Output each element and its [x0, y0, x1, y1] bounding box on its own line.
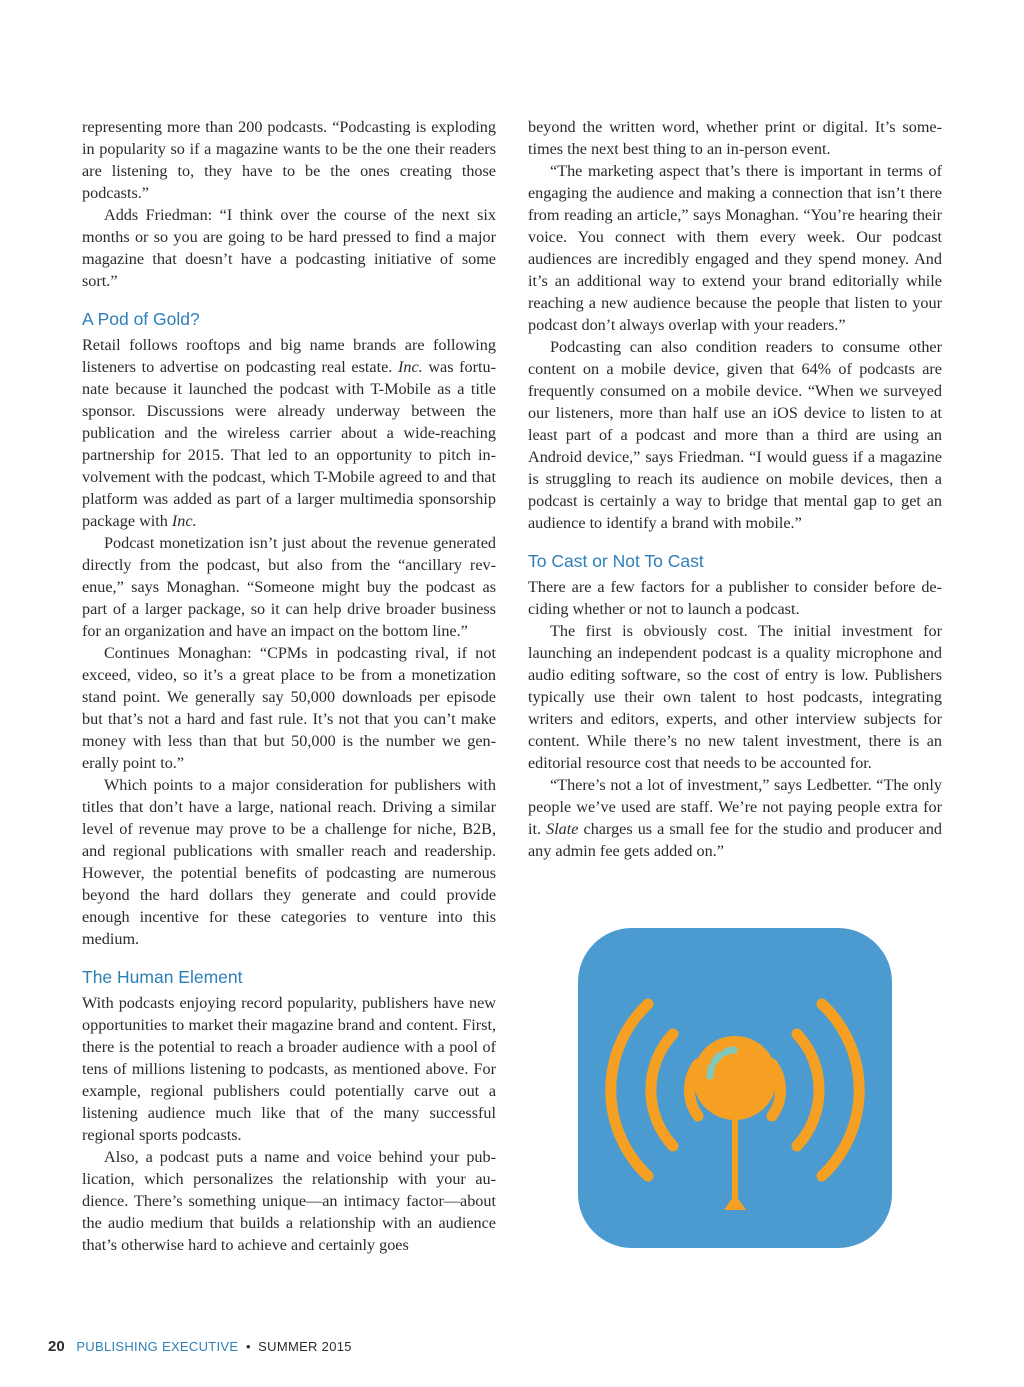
paragraph: “The marketing aspect that’s there is important in terms of engaging the audience and making a connection that isn’t there from reading an article,” says Monaghan. “You’re hearing their voice. You connect with them every week. Our podcast audiences are incredibly engaged and they spend money. And it’s an additional way to extend your brand editorially while reaching a new audience because the people that listen to your podcast don’t always overlap with your readers.”: [528, 162, 942, 334]
issue-date: SUMMER 2015: [258, 1339, 352, 1354]
paragraph: Adds Friedman: “I think over the course of the next six months or so you are going to be hard pressed to find a major magazine that doesn’t have a podcasting initiative of some sort.”: [82, 206, 496, 290]
publication-name: Slate: [546, 820, 579, 838]
publication-name: Inc.: [397, 358, 423, 376]
paragraph-text: was fortunate because it launched the podcast with T-Mobile as a title sponsor. Discussions were already underway between the publication and the wireless carrier about a wide-reaching partnership for 2015. That led to an opportunity to pitch involvement with the podcast, which T-Mobile agreed to and that platform was added as part of a larger multimedia sponsorship package with: [82, 358, 497, 530]
microphone-stand: [732, 1106, 738, 1204]
section-heading-to-cast: To Cast or Not To Cast: [528, 551, 704, 571]
paragraph-text: charges us a small fee for the studio and producer and any admin fee gets added on.”: [528, 820, 943, 860]
paragraph: representing more than 200 podcasts. “Podcasting is exploding in popularity so if a magazine wants to be the one their readers are listening to, they have to be the ones creating those podcasts.”: [82, 118, 496, 202]
podcast-icon: [578, 928, 892, 1248]
paragraph: [82, 334, 496, 532]
paragraph: Podcasting can also condition readers to consume other content on a mobile device, given that 64% of podcasts are frequently consumed on a mobile device. “When we surveyed our listeners, more than half use an iOS device to listen to at least part of a podcast and more than a third are using an Android device,” says Friedman. “I would guess if a magazine is struggling to reach its audience on mobile devices, then a podcast is certainly a way to bridge that mental gap to get an audience to identify a brand with mobile.”: [528, 338, 942, 532]
paragraph: [528, 774, 942, 862]
section-heading-human-element: The Human Element: [82, 967, 243, 987]
podcast-illustration: [578, 928, 892, 1248]
section-heading-pod-of-gold: A Pod of Gold?: [82, 309, 200, 329]
page-footer: [48, 1338, 352, 1355]
right-column: [528, 116, 942, 862]
paragraph-text: “There’s not a lot of investment,” says Ledbetter. “The only people we’ve used are staff. We’re not paying people extra for it.: [528, 776, 942, 838]
paragraph: Which points to a major consideration for publishers with titles that don’t have a large, national reach. Driving a similar level of revenue may prove to be a challenge for niche, B2B, and regional publications with smaller reach and readership. However, the potential benefits of podcasting are numerous beyond the hard dollars they generate and could provide enough incentive for these categories to venture into this medium.: [82, 776, 496, 948]
paragraph: The first is obviously cost. The initial investment for launching an independent podcast is a quality microphone and audio editing software, so the cost of entry is low. Publishers typically use their own talent to host podcasts, integrating writers and editors, experts, and other interview subjects for content. While there’s no new talent investment, there is an editorial resource cost that needs to be accounted for.: [528, 622, 942, 772]
paragraph-text: Retail follows rooftops and big name brands are following listeners to advertise on podcasting real estate.: [82, 336, 496, 376]
paragraph: Continues Monaghan: “CPMs in podcasting rival, if not exceed, video, so it’s a great place to be from a monetization stand point. We generally say 50,000 downloads per episode but that’s not a hard and fast rule. It’s not that you can’t make money with less than that but 50,000 is the number we generally point to.”: [82, 644, 496, 772]
publication-name: PUBLISHING EXECUTIVE: [76, 1339, 239, 1354]
paragraph: beyond the written word, whether print or digital. It’s sometimes the next best thing to an in-person event.: [528, 118, 942, 158]
paragraph: There are a few factors for a publisher to consider before deciding whether or not to launch a podcast.: [528, 578, 942, 618]
paragraph: Also, a podcast puts a name and voice behind your publication, which personalizes the relationship with your audience. There’s something unique—an intimacy factor—about the audio medium that builds a relationship with an audience that’s otherwise hard to achieve and certainly goes: [82, 1148, 496, 1254]
paragraph: Podcast monetization isn’t just about the revenue generated directly from the podcast, but also from the “ancillary revenue,” says Monaghan. “Someone might buy the podcast as part of a larger package, so it can help drive broader business for an organization and have an impact on the bottom line.”: [82, 534, 496, 640]
page-number: 20: [48, 1338, 65, 1355]
publication-name: Inc.: [171, 512, 197, 530]
left-column: [82, 116, 496, 1256]
footer-separator: •: [245, 1339, 251, 1354]
paragraph: With podcasts enjoying record popularity, publishers have new opportunities to market their magazine brand and content. First, there is the potential to reach a broader audience with a pool of tens of millions listening to podcasts, as mentioned above. For example, regional publishers could potentially carve out a listening audience much like that of the many successful regional sports podcasts.: [82, 994, 496, 1144]
